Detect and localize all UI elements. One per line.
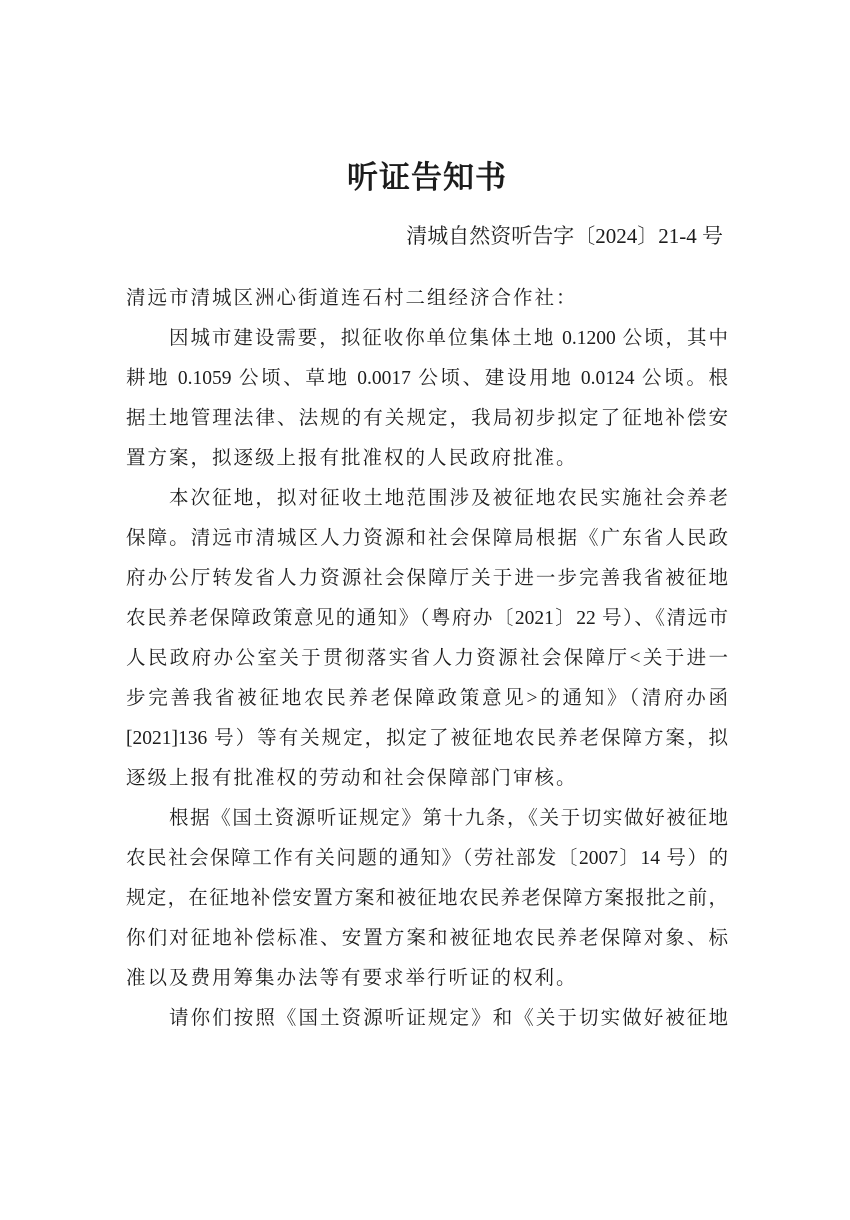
body-line: 步完善我省被征地农民养老保障政策意见>的通知》（清府办函 [126, 688, 728, 709]
body-line: 置方案，拟逐级上报有批准权的人民政府批准。 [126, 448, 578, 469]
body-line: 请你们按照《国土资源听证规定》和《关于切实做好被征地 [169, 1008, 728, 1029]
body-line: 保障。清远市清城区人力资源和社会保障局根据《广东省人民政 [126, 528, 728, 549]
body-line: 逐级上报有批准权的劳动和社会保障部门审核。 [126, 768, 578, 789]
body-line: 人民政府办公室关于贯彻落实省人力资源社会保障厅<关于进一 [126, 648, 728, 669]
body-line: 农民养老保障政策意见的通知》（粤府办〔2021〕22 号）、《清远市 [126, 608, 728, 629]
body-line: 因城市建设需要，拟征收你单位集体土地 0.1200 公顷，其中 [169, 328, 728, 349]
body-line: 农民社会保障工作有关问题的通知》（劳社部发〔2007〕14 号）的 [126, 848, 728, 869]
body-line: 规定，在征地补偿安置方案和被征地农民养老保障方案报批之前， [126, 888, 728, 909]
body-paragraph-lines [126, 319, 728, 1039]
document-body [126, 279, 728, 1039]
addressee-line: 清远市清城区洲心街道连石村二组经济合作社： [126, 288, 578, 309]
body-line: [2021]136 号）等有关规定，拟定了被征地农民养老保障方案，拟 [126, 728, 728, 749]
body-line: 据土地管理法律、法规的有关规定，我局初步拟定了征地补偿安 [126, 408, 728, 429]
document-number: 清城自然资听告字〔2024〕21-4 号 [406, 224, 723, 248]
body-line: 耕地 0.1059 公顷、草地 0.0017 公顷、建设用地 0.0124 公顷。根 [126, 368, 728, 389]
body-line: 你们对征地补偿标准、安置方案和被征地农民养老保障对象、标 [126, 928, 728, 949]
document-title: 听证告知书 [347, 160, 507, 195]
body-line: 准以及费用筹集办法等有要求举行听证的权利。 [126, 968, 578, 989]
body-line: 本次征地，拟对征收土地范围涉及被征地农民实施社会养老 [169, 488, 728, 509]
body-line: 根据《国土资源听证规定》第十九条，《关于切实做好被征地 [169, 808, 728, 829]
body-line: 府办公厅转发省人力资源社会保障厅关于进一步完善我省被征地 [126, 568, 728, 589]
